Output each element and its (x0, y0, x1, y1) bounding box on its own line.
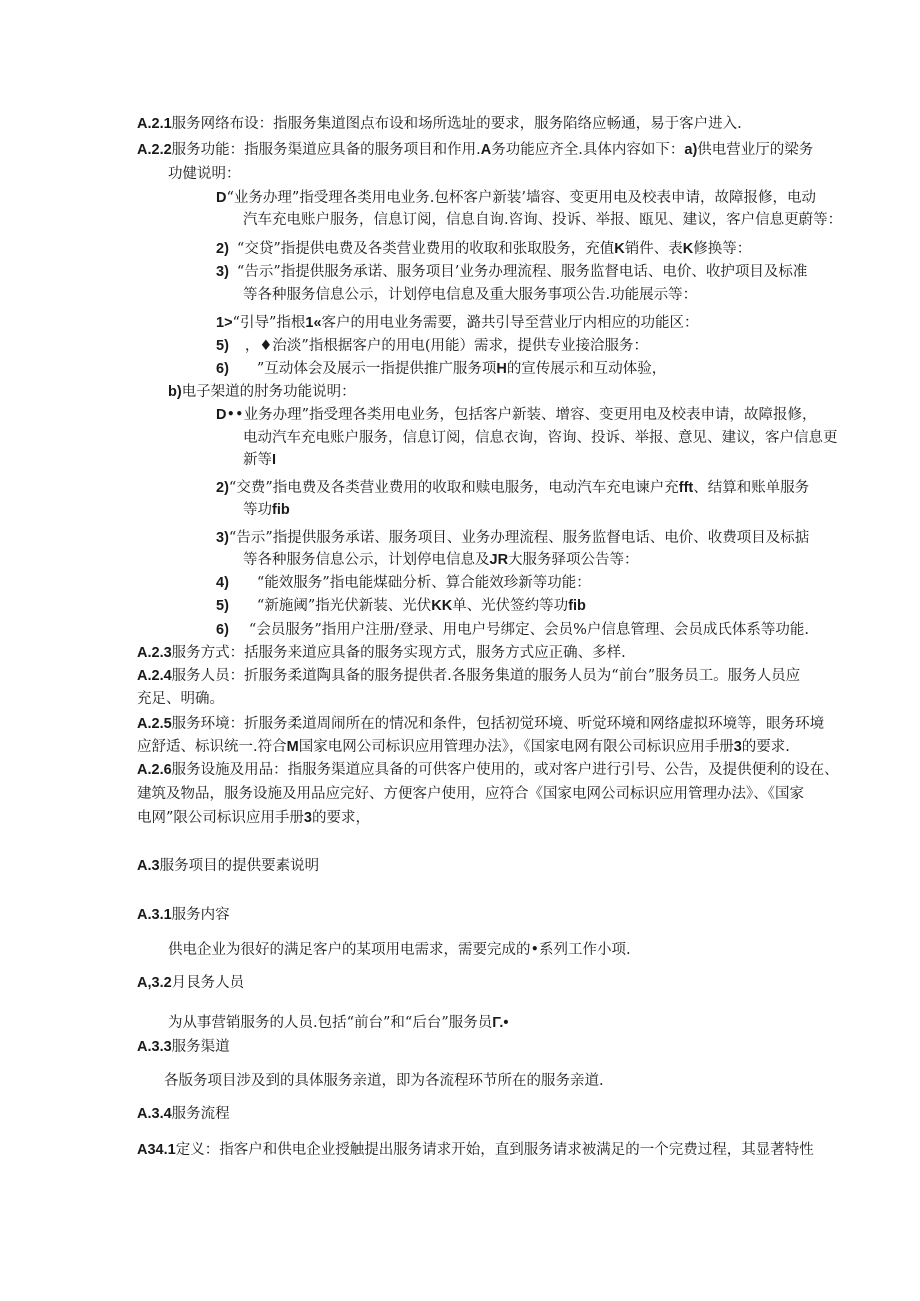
list-item (216, 313, 699, 333)
list-item (216, 262, 807, 282)
list-item-cont: 电动汽车充电账户服务，信息订阅，信息衣询，咨询、投诉、举报、意见、建议，客户信息更 (243, 430, 838, 446)
paragraph-a31: 供电企业为很好的满足客户的某项用电需求，需要完成的•系列工作小项. (168, 942, 631, 958)
section-number: A.2.4 (137, 668, 172, 684)
section-number: A.2.2 (137, 142, 172, 158)
section-number: A.2.3 (137, 645, 172, 661)
section-a21 (137, 114, 742, 134)
item-marker: a) (684, 142, 698, 158)
list-item (216, 478, 809, 498)
list-item-cont (243, 500, 290, 520)
list-item (216, 188, 816, 208)
heading-text: 服务流程 (171, 1106, 230, 1122)
garbled-mark: 3 (303, 810, 312, 826)
section-text: 服务方式：括服务来道应具备的服务实现方式，服务方式应正确、多样. (171, 645, 626, 661)
paragraph-text: 为从事营销服务的人员.包括“前台”和“后台”服务员 (168, 1015, 493, 1031)
item-text: “交费”指电费及各类营业费用的收取和赎电服务，电动汽车充电谏户充 (228, 480, 679, 496)
paragraph-a33: 各版务项目涉及到的具体服务亲道，即为各流程环节所在的服务亲道. (164, 1073, 604, 1089)
item-text: “交贷”指提供电费及各类营业费用的收取和张取股务，充值 (236, 241, 615, 257)
list-item (216, 620, 809, 640)
item-text: 新等 (243, 452, 272, 468)
item-number: 6) (216, 622, 229, 638)
section-text: 应舒适、标识统一.符合 (137, 739, 287, 755)
heading-text: 月艮务人员 (171, 975, 245, 991)
item-number: D (216, 407, 227, 423)
item-text: 电子架道的肘务功能说明： (181, 384, 356, 400)
section-text: 服务人员：折服务柔道陶具备的服务提供者.各服务集道的服务人员为“前台”服务员工。服务人员应 (171, 668, 801, 684)
list-item-cont: 汽车充电账户服务，信息订阅，信息自询.咨询、投诉、举报、瓯见、建议，客户信息更蔚等： (243, 212, 843, 228)
section-text: 服务环境：折服务柔道周闹所在的情况和条件，包括初觉环境、听觉环境和网络虚拟环境等，眼务环境 (171, 716, 825, 732)
section-number: A.3.3 (137, 1039, 172, 1055)
section-text: 的要求， (312, 810, 370, 826)
list-item (216, 405, 817, 425)
section-text: 电网”限公司标识应用手册 (137, 810, 304, 826)
item-text: “引导”指根 (232, 315, 306, 331)
section-a23 (137, 643, 626, 663)
item-text: “业务办理”指受理各类用电业务.包杯客户新装’墙容、变更用电及校表申请，故障报修，电动 (226, 190, 817, 206)
heading-a32 (137, 973, 244, 993)
heading-text: 服务渠道 (171, 1039, 230, 1055)
list-item-cont (243, 550, 639, 570)
section-number: A.3 (137, 858, 160, 874)
section-text: 服务设施及用品：指服务渠道应具备的可供客户使用的，或对客户进行引号、公告，及提供便利的设在、 (171, 762, 839, 778)
heading-text: 服务内容 (171, 907, 230, 923)
section-a24-cont: 充足、明确。 (137, 691, 224, 707)
garbled-mark: 3 (733, 739, 742, 755)
item-text: 大服务驿项公告等： (508, 552, 639, 568)
item-text: “会员服务”指用户注册/登录、用电户号绑定、会员%户信息管理、会员成氏体系等功能. (248, 622, 810, 638)
item-number: 3) (216, 264, 229, 280)
item-text: 等功 (243, 502, 272, 518)
item-number: 6) (216, 361, 229, 377)
item-text: ••业务办理”指受理各类用电业务，包括客户新装、增容、变更用电及校表申请，故障报修， (226, 407, 817, 423)
list-item-cont: 等各种服务信息公示，计划停电信息及重大服务事项公告.功能展示等： (243, 287, 698, 303)
section-a26 (137, 760, 839, 780)
heading-a33 (137, 1037, 230, 1057)
item-number: 5) (216, 338, 229, 354)
section-a26-cont: 建筑及物品，服务设施及用品应完好、方便客户使用，应符合《国家电网公司标识应用管理办法》、《国家 (137, 786, 804, 802)
item-text: ，♦治淡”指根据客户的用电(用能）需求，提供专业接洽服务： (244, 338, 648, 354)
section-number: A34.1 (137, 1142, 176, 1158)
item-number: 1> (216, 315, 233, 331)
item-text: 的宣传展示和互动体验， (506, 361, 667, 377)
list-item (216, 336, 648, 356)
item-text: 、结算和账单服务 (693, 480, 810, 496)
section-a22-cont: 功健说明： (168, 166, 241, 182)
garbled-mark: JR (489, 552, 509, 568)
list-item (216, 239, 751, 259)
list-heading-b (168, 382, 356, 402)
garbled-mark: H (496, 361, 507, 377)
section-number: A.3.4 (137, 1106, 172, 1122)
item-number: 3) (216, 530, 229, 546)
section-number: A.3.1 (137, 907, 172, 923)
list-item (216, 596, 586, 616)
item-text: 销件、表 (624, 241, 683, 257)
garbled-mark: I (272, 452, 277, 468)
item-number: 2) (216, 241, 229, 257)
section-a24 (137, 666, 800, 686)
section-text: 服务功能：指服务渠道应具备的服务项目和作用. (171, 142, 481, 158)
heading-a3 (137, 856, 319, 876)
garbled-mark: Γ.• (492, 1015, 509, 1031)
section-a26-cont (137, 808, 370, 828)
heading-text: 服务项目的提供要素说明 (159, 858, 320, 874)
section-number: A,3.2 (137, 975, 172, 991)
item-text: ”互动体会及展示一指提供推广服务项 (256, 361, 497, 377)
item-text: “新施阈”指光伏新装、光伏 (256, 598, 432, 614)
section-number: A.2.5 (137, 716, 172, 732)
item-number: 4) (216, 575, 229, 591)
item-text: 客户的用电业务需要，潞共引导至营业厅内相应的功能区： (321, 315, 699, 331)
section-text: 供电营业厅的梁务 (697, 142, 814, 158)
garbled-mark: 1« (305, 315, 322, 331)
item-text: “告示”指提供服务承诺、服务项目、业务办理流程、服务监督电话、电价、收费项目及标掂 (228, 530, 810, 546)
heading-a31 (137, 905, 230, 925)
item-number: 2) (216, 480, 229, 496)
item-text: 修换等： (693, 241, 752, 257)
garbled-mark: fft (678, 480, 694, 496)
item-text: “能效服务”指电能煤础分析、算合能效珍新等功能： (256, 575, 591, 591)
item-text: 单、光伏签约等功 (452, 598, 569, 614)
section-number: A.2.6 (137, 762, 172, 778)
section-text: 务功能应齐全.具体内容如下： (491, 142, 685, 158)
list-item (216, 528, 809, 548)
garbled-mark: fib (568, 598, 586, 614)
item-text: “告示”指提供服务承诺、服务项目’业务办理流程、服务监督电话、电价、收护项目及标准 (236, 264, 808, 280)
item-marker: b) (168, 384, 182, 400)
item-text: 等各种服务信息公示，计划停电信息及 (243, 552, 490, 568)
garbled-mark: K (682, 241, 694, 257)
section-text: 定义：指客户和供电企业授触提出服务请求开始，直到服务请求被满足的一个完费过程，其显著特性 (175, 1142, 814, 1158)
section-number: A.2.1 (137, 116, 172, 132)
list-item-cont (243, 450, 276, 470)
item-number: D (216, 190, 227, 206)
section-a22 (137, 140, 813, 160)
section-a341 (137, 1140, 814, 1160)
section-a25-cont (137, 737, 790, 757)
section-text: 国家电网公司标识应用管理办法》，《国家电网有限公司标识应用手册 (298, 739, 734, 755)
item-number: 5) (216, 598, 229, 614)
garbled-mark: fib (272, 502, 290, 518)
section-a25 (137, 714, 824, 734)
garbled-mark: M (286, 739, 299, 755)
heading-a34 (137, 1104, 230, 1124)
list-item (216, 573, 591, 593)
list-item (216, 359, 666, 379)
paragraph-a32 (168, 1013, 509, 1033)
garbled-mark: A (480, 142, 492, 158)
garbled-mark: K (614, 241, 625, 257)
garbled-mark: KK (431, 598, 453, 614)
section-text: 的要求. (741, 739, 790, 755)
section-text: 服务网络布设：指服务集道图点布设和场所选址的要求，服务陷络应畅通，易于客户进入. (171, 116, 742, 132)
